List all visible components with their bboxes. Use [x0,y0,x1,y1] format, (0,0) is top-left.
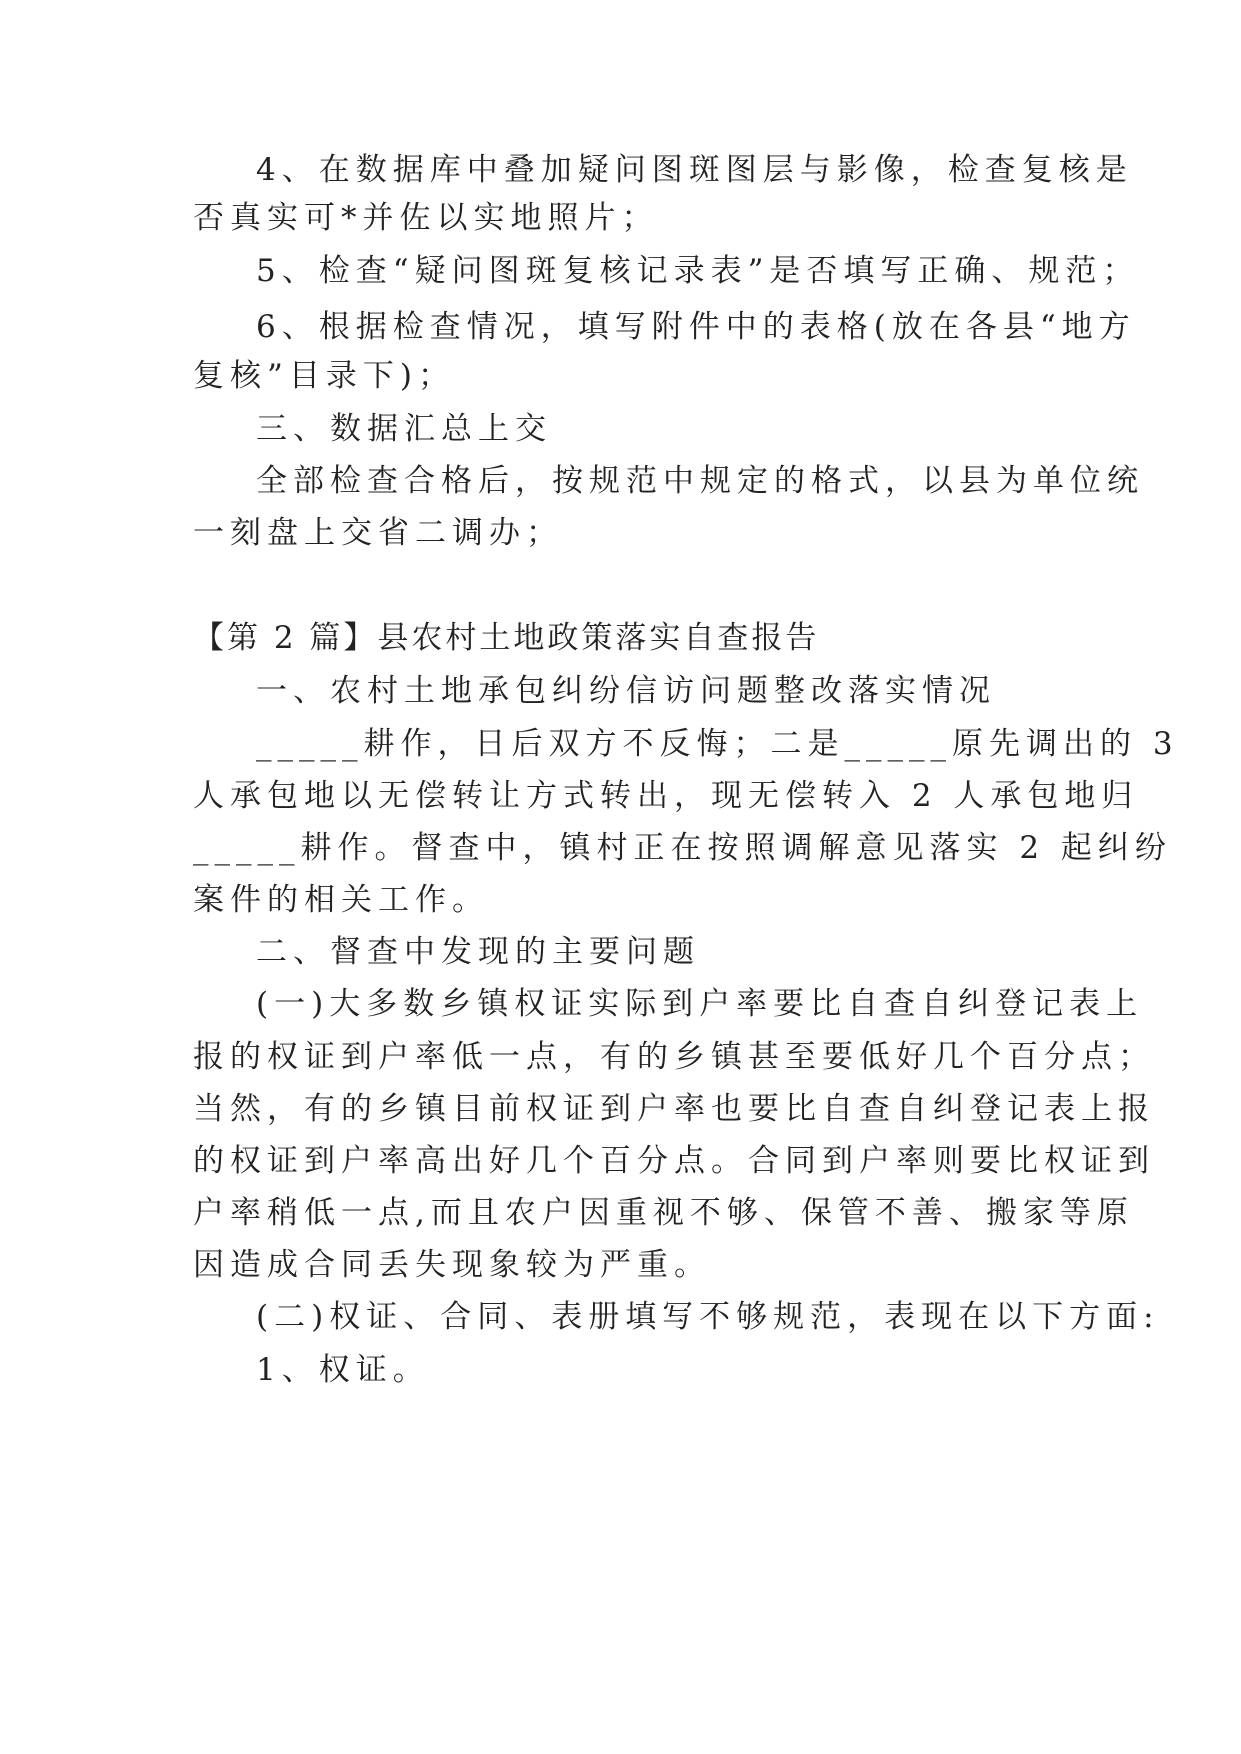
paragraph-line: 全部检查合格后，按规范中规定的格式，以县为单位统 [256,463,1144,499]
paragraph-line: 户率稍低一点,而且农户因重视不够、保管不善、搬家等原 [193,1195,1134,1231]
section-heading: 二、督查中发现的主要问题 [256,934,700,970]
paragraph-line: 人承包地以无偿转让方式转出，现无偿转入 2 人承包地归 [193,778,1139,814]
paragraph-line: 案件的相关工作。 [193,882,489,918]
paragraph-line: (一)大多数乡镇权证实际到户率要比自查自纠登记表上 [256,986,1144,1022]
paragraph-line: 一刻盘上交省二调办； [193,515,563,551]
article-title: 【第 2 篇】县农村土地政策落实自查报告 [193,620,820,656]
paragraph-line: 当然，有的乡镇目前权证到户率也要比自查自纠登记表上报 [193,1091,1155,1127]
paragraph-line: 复核”目录下)； [193,358,455,394]
paragraph-line: (二)权证、合同、表册填写不够规范，表现在以下方面: [256,1299,1160,1335]
section-heading: 三、数据汇总上交 [256,411,552,447]
section-heading: 一、农村土地承包纠纷信访问题整改落实情况 [256,673,996,709]
paragraph-line: 报的权证到户率低一点，有的乡镇甚至要低好几个百分点； [193,1039,1155,1075]
paragraph-line: 4、在数据库中叠加疑问图斑图层与影像，检查复核是 [256,152,1133,188]
paragraph-line: 因造成合同丢失现象较为严重。 [193,1247,711,1283]
paragraph-line: _____耕作，日后双方不反悔；二是_____原先调出的 3 [256,726,1179,762]
paragraph-line: _____耕作。督查中，镇村正在按照调解意见落实 2 起纠纷 [193,830,1172,866]
paragraph-line: 的权证到户率高出好几个百分点。合同到户率则要比权证到 [193,1143,1155,1179]
paragraph-line: 否真实可*并佐以实地照片； [193,200,659,236]
paragraph-line: 1、权证。 [256,1352,430,1388]
paragraph-line: 6、根据检查情况，填写附件中的表格(放在各县“地方 [256,309,1136,345]
paragraph-line: 5、检查“疑问图斑复核记录表”是否填写正确、规范； [256,253,1140,289]
